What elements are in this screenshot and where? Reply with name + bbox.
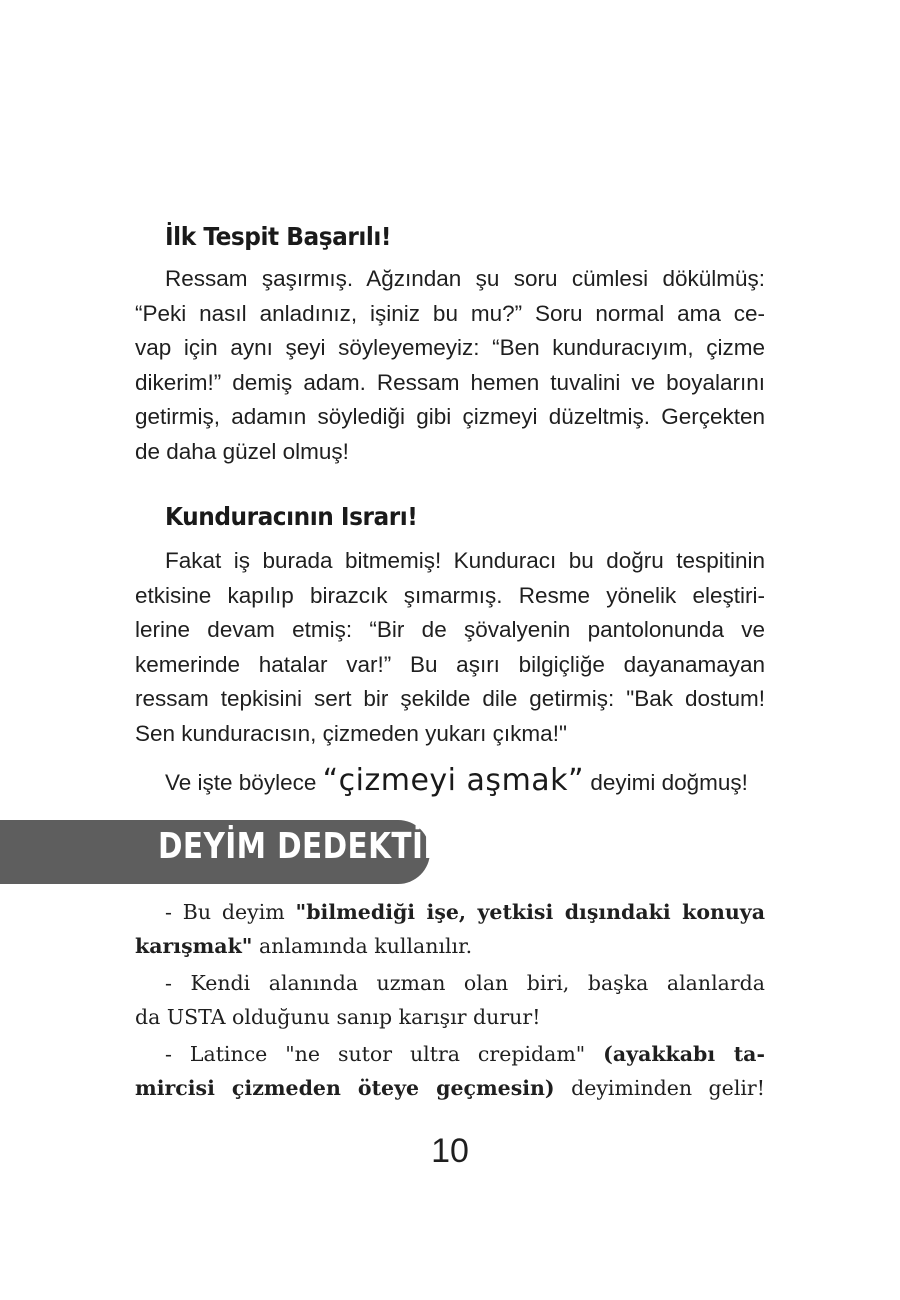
section-heading-ilk-tespit: İlk Tespit Başarılı!	[165, 222, 392, 251]
text-line: ressam tepkisini sert bir şekilde dile getirmiş: "Bak dostum!	[135, 686, 765, 711]
text-line: Sen kunduracısın, çizmeden yukarı çıkma!"	[135, 720, 567, 746]
item-text: - Kendi alanında uzman olan biri, başka alanlarda	[165, 971, 765, 995]
text-line: getirmiş, adamın söylediği gibi çizmeyi düzeltmiş. Gerçekten	[135, 404, 765, 429]
item-text: deyiminden gelir!	[571, 1076, 765, 1100]
item-bold-text: "bilmediği işe, yetkisi dışındaki konuya	[295, 900, 765, 924]
paragraph-ilk-tespit	[135, 262, 765, 469]
item-bold-text: (ayakkabı ta-	[603, 1042, 765, 1066]
text-line: etkisine kapılıp birazcık şımarmış. Resme yönelik eleştiri-	[135, 582, 765, 608]
text-line: kemerinde hatalar var!” Bu aşırı bilgiçliğe dayanamayan	[135, 651, 765, 677]
item-text: anlamında kullanılır.	[259, 934, 473, 958]
item-text: - Bu deyim	[165, 900, 285, 924]
item-bold-text: karışmak"	[135, 934, 253, 958]
section-heading-kunduracinin-israri: Kunduracının Israrı!	[165, 502, 418, 531]
item-text: da USTA olduğunu sanıp karışır durur!	[135, 1005, 541, 1029]
item-text: - Latince "ne sutor ultra crepidam"	[165, 1042, 586, 1066]
text-line: “Peki nasıl anladınız, işiniz bu mu?” Soru normal ama ce-	[135, 300, 765, 326]
detective-banner-title: DEYİM DEDEKTİFİ	[158, 826, 456, 867]
closing-text-before: Ve işte böylece	[165, 770, 317, 795]
paragraph-kunduracinin-israri	[135, 544, 765, 751]
text-line: Ressam şaşırmış. Ağzından şu soru cümlesi dökülmüş:	[165, 266, 765, 291]
page-number: 10	[431, 1132, 469, 1170]
text-line: vap için aynı şeyi söyleyemeyiz: “Ben kunduracıyım, çizme	[135, 335, 765, 360]
text-line: de daha güzel olmuş!	[135, 438, 349, 464]
closing-text-after: deyimi doğmuş!	[590, 770, 748, 795]
detective-item-1	[135, 895, 765, 963]
text-line: Fakat iş burada bitmemiş! Kunduracı bu doğru tespitinin	[165, 548, 765, 573]
detective-item-2	[135, 966, 765, 1034]
item-bold-text: mircisi çizmeden öteye geçmesin)	[135, 1076, 555, 1100]
text-line: lerine devam etmiş: “Bir de şövalyenin pantolonunda ve	[135, 617, 765, 642]
detective-item-3	[135, 1037, 765, 1105]
idiom-highlight: “çizmeyi aşmak”	[322, 763, 585, 798]
text-line: dikerim!” demiş adam. Ressam hemen tuvalini ve boyalarını	[135, 369, 765, 395]
closing-line	[135, 760, 765, 804]
